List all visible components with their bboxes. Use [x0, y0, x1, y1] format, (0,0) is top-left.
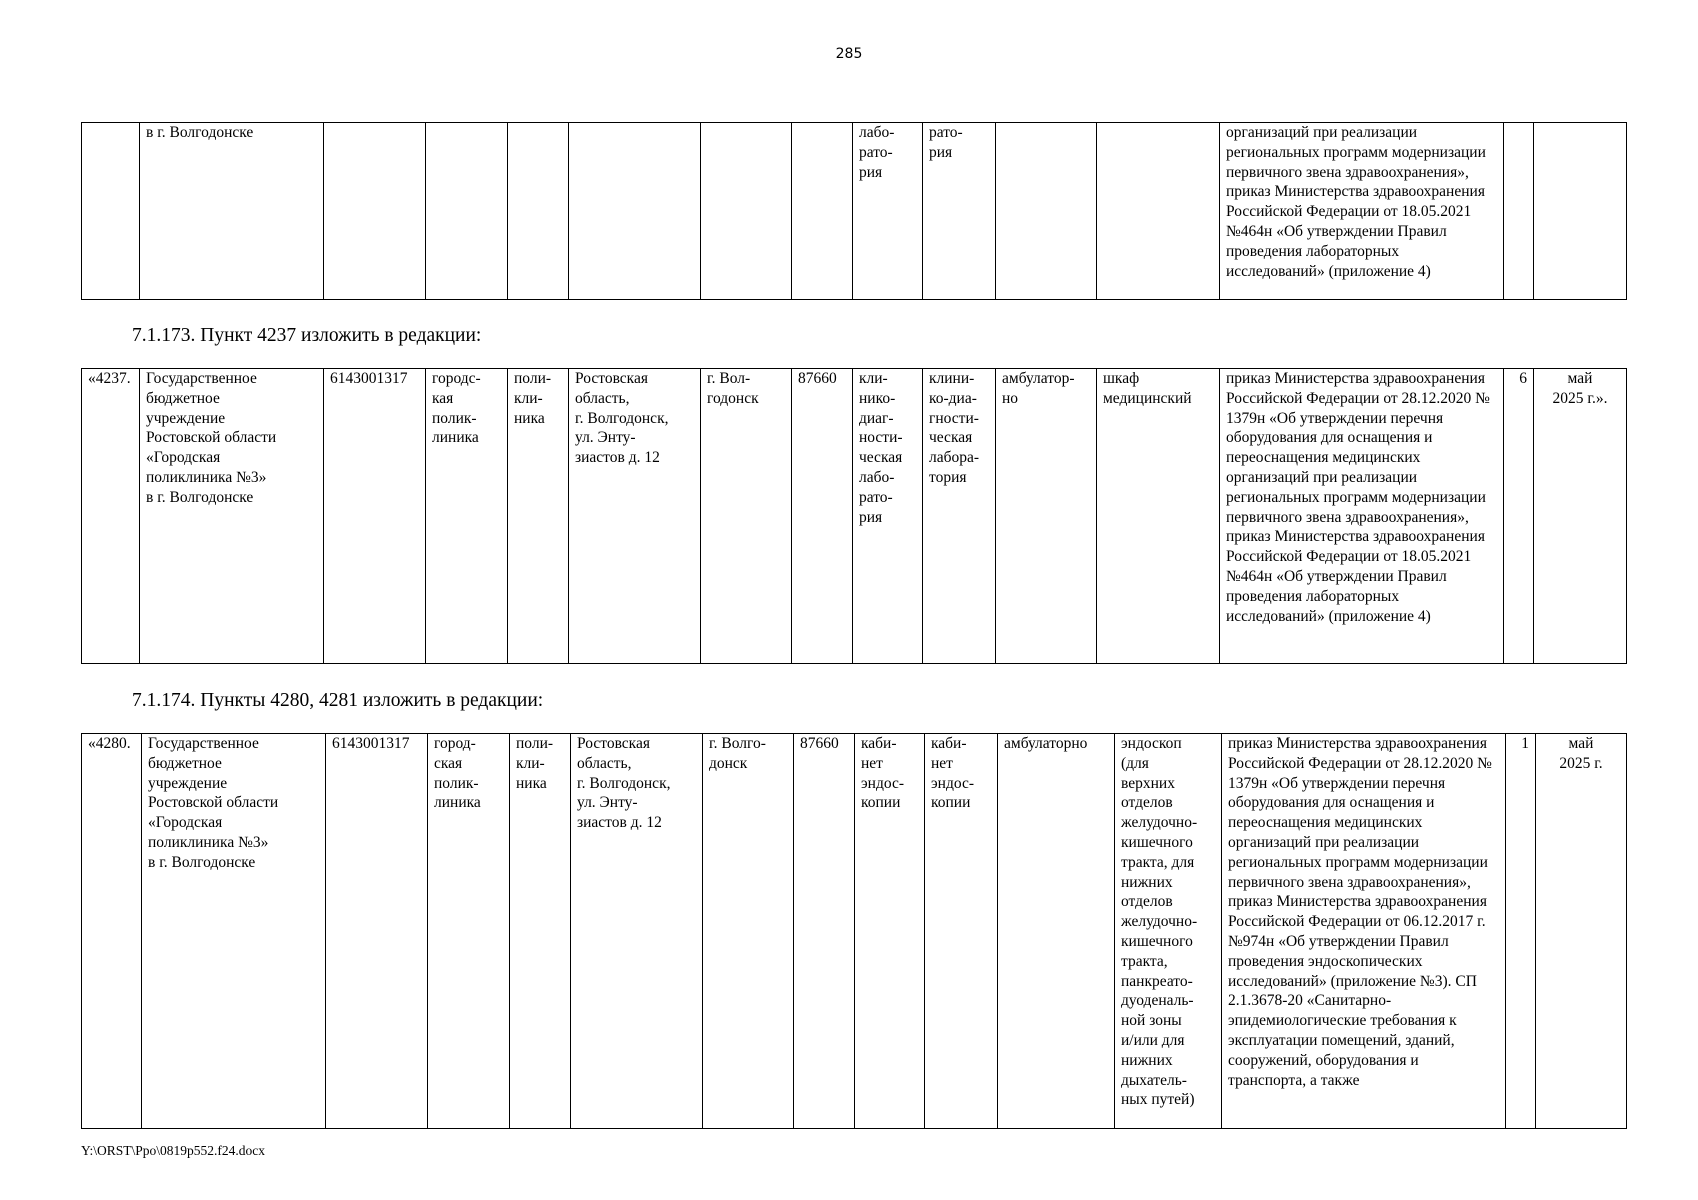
cell-inn: 6143001317	[326, 734, 428, 1129]
cell-institution: Государственное бюджетное учреждение Ростовской области «Городская поликлиника №3» в г. Волгодонске	[142, 734, 326, 1129]
cell-institution: в г. Волгодонске	[140, 123, 324, 300]
cell-number: «4237.	[82, 369, 140, 664]
cell-unit: кли- нико- диаг- ности- ческая лабо- рато- рия	[853, 369, 923, 664]
cell-city: г. Волго- донск	[703, 734, 794, 1129]
table-row	[82, 369, 1627, 664]
cell-address: Ростовская область, г. Волгодонск, ул. Энту- зиастов д. 12	[569, 369, 701, 664]
cell-date	[1534, 123, 1627, 300]
cell-basis: организаций при реализации региональных программ модернизации первичного звена здравоохранения», приказ Министерства здравоохранения Российской Федерации от 18.05.2021 №464н «Об утверждении Правил проведения лабораторных исследований» (приложение 4)	[1220, 123, 1504, 300]
section-heading: 7.1.173. Пункт 4237 изложить в редакции:	[132, 325, 482, 346]
cell-quantity: 1	[1506, 734, 1536, 1129]
cell-address: Ростовская область, г. Волгодонск, ул. Энту- зиастов д. 12	[571, 734, 703, 1129]
cell-city: г. Вол- годонск	[701, 369, 792, 664]
cell-code	[792, 123, 853, 300]
cell-type: город- ская полик- линика	[428, 734, 510, 1129]
table-continuation	[81, 122, 1627, 300]
cell-inn: 6143001317	[324, 369, 426, 664]
table-item-4280	[81, 733, 1627, 1129]
cell-type: городс- кая полик- линика	[426, 369, 508, 664]
cell-code: 87660	[792, 369, 853, 664]
cell-department: рато- рия	[923, 123, 996, 300]
cell-city	[701, 123, 792, 300]
cell-subtype: поли- кли- ника	[510, 734, 571, 1129]
cell-institution: Государственное бюджетное учреждение Ростовской области «Городская поликлиника №3» в г. Волгодонске	[140, 369, 324, 664]
cell-subtype: поли- кли- ника	[508, 369, 569, 664]
cell-quantity	[1504, 123, 1534, 300]
cell-quantity: 6	[1504, 369, 1534, 664]
cell-department: клини- ко-диа- гности- ческая лабора- тория	[923, 369, 996, 664]
cell-department: каби- нет эндос- копии	[925, 734, 998, 1129]
cell-subtype	[508, 123, 569, 300]
section-heading: 7.1.174. Пункты 4280, 4281 изложить в редакции:	[132, 690, 544, 711]
cell-unit: лабо- рато- рия	[853, 123, 923, 300]
cell-condition: амбулатор- но	[996, 369, 1097, 664]
cell-number	[82, 123, 140, 300]
cell-number: «4280.	[82, 734, 142, 1129]
table-row	[82, 734, 1627, 1129]
page-number: 285	[835, 46, 863, 62]
cell-address	[569, 123, 701, 300]
table-row	[82, 123, 1627, 300]
cell-condition	[996, 123, 1097, 300]
cell-equipment: шкаф медицинский	[1097, 369, 1220, 664]
table-item-4237	[81, 368, 1627, 664]
cell-equipment: эндоскоп (для верхних отделов желудочно- кишечного тракта, для нижних отделов желудочно- кишечного тракта, панкреато- дуоденаль- ной зоны и/или для нижних дыхатель- ных путей)	[1115, 734, 1222, 1129]
cell-unit: каби- нет эндос- копии	[855, 734, 925, 1129]
cell-date: май 2025 г.	[1536, 734, 1627, 1129]
cell-type	[426, 123, 508, 300]
file-path-footer: Y:\ORST\Ppo\0819p552.f24.docx	[81, 1143, 266, 1158]
cell-equipment	[1097, 123, 1220, 300]
cell-code: 87660	[794, 734, 855, 1129]
cell-basis: приказ Министерства здравоохранения Российской Федерации от 28.12.2020 № 1379н «Об утверждении перечня оборудования для оснащения и переоснащения медицинских организаций при реализации региональных программ модернизации первичного звена здравоохранения», приказ Министерства здравоохранения Российской Федерации от 18.05.2021 №464н «Об утверждении Правил проведения лабораторных исследований» (приложение 4)	[1220, 369, 1504, 664]
cell-basis: приказ Министерства здравоохранения Российской Федерации от 28.12.2020 № 1379н «Об утверждении перечня оборудования для оснащения и переоснащения медицинских организаций при реализации региональных программ модернизации первичного звена здравоохранения», приказ Министерства здравоохранения Российской Федерации от 06.12.2017 г. №974н «Об утверждении Правил проведения эндоскопических исследований» (приложение №3). СП 2.1.3678-20 «Санитарно-эпидемиологические требования к эксплуатации помещений, зданий, сооружений, оборудования и транспорта, а также	[1222, 734, 1506, 1129]
cell-inn	[324, 123, 426, 300]
cell-date: май 2025 г.».	[1534, 369, 1627, 664]
cell-condition: амбулаторно	[998, 734, 1115, 1129]
